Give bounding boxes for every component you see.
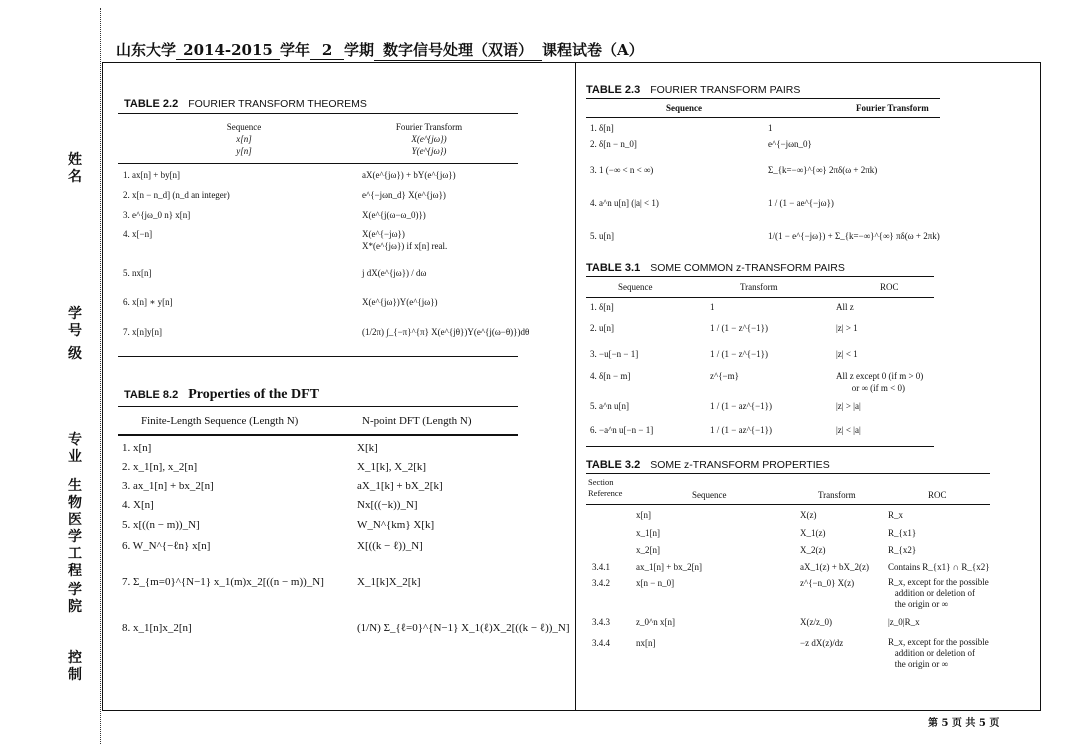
table31-top-rule xyxy=(586,276,934,277)
table82-col-dft: N-point DFT (Length N) xyxy=(362,415,472,427)
table82-row4-dft: Nx[((−k))_N] xyxy=(357,499,418,511)
sidebar-label-student-id: 学号 xyxy=(68,306,82,339)
table32-caption: TABLE 3.2 SOME z-TRANSFORM PROPERTIES xyxy=(586,459,830,471)
table31-col-seq: Sequence xyxy=(618,282,653,292)
table82-row3-seq: 3. ax_1[n] + bx_2[n] xyxy=(122,480,214,492)
table22-row3-ft: X(e^{j(ω−ω_0)}) xyxy=(362,210,426,220)
table31-col-roc: ROC xyxy=(880,282,899,292)
table22-head-rule xyxy=(118,163,518,164)
table32-row4-roc: Contains R_{x1} ∩ R_{x2} xyxy=(888,562,990,572)
table22-row1-seq: 1. ax[n] + by[n] xyxy=(123,170,181,180)
table32-row7-tr: −z dX(z)/dz xyxy=(800,638,844,648)
table31-row6-roc: |z| < |a| xyxy=(836,425,861,435)
table32-row1-roc: R_x xyxy=(888,510,904,520)
header-term: 2 xyxy=(310,41,344,60)
table32-row7-roc: R_x, except for the possible addition or deletion of the origin or ∞ xyxy=(888,637,989,669)
header-university: 山东大学 xyxy=(116,41,177,59)
table31-row1-tr: 1 xyxy=(710,302,715,312)
table23-row5-ft: 1/(1 − e^{−jω}) + Σ_{k=−∞}^{∞} πδ(ω + 2πk) xyxy=(768,231,940,241)
page-footer: 第 5 页 共 5 页 xyxy=(928,718,1000,729)
table31-row4-seq: 4. δ[n − m] xyxy=(590,371,631,381)
table23-row3-seq: 3. 1 (−∞ < n < ∞) xyxy=(590,165,654,175)
sidebar-label-college: 学院 xyxy=(68,582,82,615)
table31-row5-roc: |z| > |a| xyxy=(836,401,861,411)
sidebar-value-major: 生物医学工程 xyxy=(68,478,82,579)
table82-row3-dft: aX_1[k] + bX_2[k] xyxy=(357,480,443,492)
table23-head-rule xyxy=(586,117,940,118)
table22-row3-seq: 3. e^{jω_0 n} x[n] xyxy=(123,210,191,220)
table32-col-ref: Section Reference xyxy=(588,477,623,498)
column-divider xyxy=(575,62,576,711)
table32-row3-tr: X_2(z) xyxy=(800,545,826,555)
table23-col-seq: Sequence xyxy=(666,103,702,113)
table31-row5-tr: 1 / (1 − az^{−1}) xyxy=(710,401,772,411)
table82-row4-seq: 4. X[n] xyxy=(122,499,154,511)
table23-row3-ft: Σ_{k=−∞}^{∞} 2πδ(ω + 2πk) xyxy=(768,165,878,175)
table32-row7-ref: 3.4.4 xyxy=(592,638,610,648)
header-course: 数字信号处理（双语） xyxy=(374,39,542,61)
table31-row5-seq: 5. a^n u[n] xyxy=(590,401,629,411)
header-years: 2014-2015 xyxy=(176,41,280,60)
table82-row7-seq: 7. Σ_{m=0}^{N−1} x_1(m)x_2[((n − m))_N] xyxy=(122,576,324,588)
header-paper: 课程试卷（A） xyxy=(542,41,644,59)
table23-row4-seq: 4. a^n u[n] (|a| < 1) xyxy=(590,198,659,208)
table23-top-rule xyxy=(586,98,940,99)
header-term-label: 学期 xyxy=(344,41,375,59)
table31-row2-roc: |z| > 1 xyxy=(836,323,858,333)
table31-col-transform: Transform xyxy=(740,282,778,292)
table32-row5-tr: z^{−n_0} X(z) xyxy=(800,578,855,588)
table31-head-rule xyxy=(586,297,934,298)
table32-row4-ref: 3.4.1 xyxy=(592,562,610,572)
table32-row1-tr: X(z) xyxy=(800,510,817,520)
table23-row4-ft: 1 / (1 − ae^{−jω}) xyxy=(768,198,834,208)
table22-row4-ft: X(e^{−jω}) X*(e^{jω}) if x[n] real. xyxy=(362,229,448,251)
header-year-label: 学年 xyxy=(280,41,311,59)
table82-caption: TABLE 8.2 Properties of the DFT xyxy=(124,387,319,402)
table31-row1-roc: All z xyxy=(836,302,854,312)
table23-col-ft: Fourier Transform xyxy=(856,103,929,113)
table32-row2-seq: x_1[n] xyxy=(636,528,660,538)
table32-row5-seq: x[n − n_0] xyxy=(636,578,675,588)
table82-row8-seq: 8. x_1[n]x_2[n] xyxy=(122,622,192,634)
table32-row7-seq: nx[n] xyxy=(636,638,656,648)
table32-row2-tr: X_1(z) xyxy=(800,528,826,538)
table22-col-ft: Fourier Transform X(e^{jω}) Y(e^{jω}) xyxy=(395,122,463,156)
table31-caption: TABLE 3.1 SOME COMMON z-TRANSFORM PAIRS xyxy=(586,262,845,274)
table82-row2-seq: 2. x_1[n], x_2[n] xyxy=(122,461,198,473)
table31-row3-tr: 1 / (1 − z^{−1}) xyxy=(710,349,769,359)
table31-row4-roc: All z except 0 (if m > 0) or ∞ (if m < 0) xyxy=(836,371,924,393)
table22-col-sequence: Sequence x[n] y[n] xyxy=(226,122,262,156)
table32-row3-roc: R_{x2} xyxy=(888,545,917,555)
table31-row2-seq: 2. u[n] xyxy=(590,323,614,333)
table22-row7-ft: (1/2π) ∫_{−π}^{π} X(e^{jθ})Y(e^{j(ω−θ)})dθ xyxy=(362,327,530,337)
table22-row7-seq: 7. x[n]y[n] xyxy=(123,327,162,337)
sidebar-label-major: 专业 xyxy=(68,432,82,465)
table22-top-rule xyxy=(118,113,518,114)
table82-row7-dft: X_1[k]X_2[k] xyxy=(357,576,421,588)
table23-row5-seq: 5. u[n] xyxy=(590,231,614,241)
table31-row3-seq: 3. −u[−n − 1] xyxy=(590,349,639,359)
table82-head-rule xyxy=(118,434,518,436)
table32-top-rule xyxy=(586,473,990,474)
table82-col-seq: Finite-Length Sequence (Length N) xyxy=(141,415,299,427)
table22-row6-ft: X(e^{jω})Y(e^{jω}) xyxy=(362,297,438,307)
exam-header xyxy=(116,39,644,61)
binding-margin-line xyxy=(100,8,101,744)
table82-row6-seq: 6. W_N^{−ℓn} x[n] xyxy=(122,540,211,552)
table82-row8-dft: (1/N) Σ_{ℓ=0}^{N−1} X_1(ℓ)X_2[((k − ℓ))_N] xyxy=(357,622,570,634)
table32-row6-tr: X(z/z_0) xyxy=(800,617,832,627)
table31-row4-tr: z^{−m} xyxy=(710,371,739,381)
table22-row2-ft: e^{−jωn_d} X(e^{jω}) xyxy=(362,190,446,200)
table22-row1-ft: aX(e^{jω}) + bY(e^{jω}) xyxy=(362,170,456,180)
table23-row1-ft: 1 xyxy=(768,123,773,133)
table82-row5-seq: 5. x[((n − m))_N] xyxy=(122,519,200,531)
table22-row5-seq: 5. nx[n] xyxy=(123,268,152,278)
table32-row2-roc: R_{x1} xyxy=(888,528,917,538)
table82-row6-dft: X[((k − ℓ))_N] xyxy=(357,540,423,552)
table32-col-transform: Transform xyxy=(818,490,856,500)
table22-caption: TABLE 2.2 FOURIER TRANSFORM THEOREMS xyxy=(124,98,367,110)
table23-row2-ft: e^{−jωn_0} xyxy=(768,139,812,149)
table32-row1-seq: x[n] xyxy=(636,510,651,520)
table82-row1-seq: 1. x[n] xyxy=(122,442,152,454)
table23-caption: TABLE 2.3 FOURIER TRANSFORM PAIRS xyxy=(586,84,801,96)
table22-row6-seq: 6. x[n] ∗ y[n] xyxy=(123,297,173,307)
sidebar-value-college: 控制 xyxy=(68,650,82,683)
table82-row2-dft: X_1[k], X_2[k] xyxy=(357,461,427,473)
table23-row1-seq: 1. δ[n] xyxy=(590,123,614,133)
table31-row6-tr: 1 / (1 − az^{−1}) xyxy=(710,425,772,435)
table82-row1-dft: X[k] xyxy=(357,442,378,454)
table82-top-rule xyxy=(118,406,518,407)
table31-row6-seq: 6. −a^n u[−n − 1] xyxy=(590,425,654,435)
table32-row5-roc: R_x, except for the possible addition or deletion of the origin or ∞ xyxy=(888,577,989,609)
table32-row4-tr: aX_1(z) + bX_2(z) xyxy=(800,562,870,572)
table31-row1-seq: 1. δ[n] xyxy=(590,302,614,312)
sidebar-label-grade: 级 xyxy=(68,346,82,362)
table32-row6-ref: 3.4.3 xyxy=(592,617,610,627)
table32-col-roc: ROC xyxy=(928,490,947,500)
table32-head-rule xyxy=(586,504,990,505)
table82-row5-dft: W_N^{km} X[k] xyxy=(357,519,435,531)
table31-bottom-rule xyxy=(586,446,934,447)
table32-row5-ref: 3.4.2 xyxy=(592,578,610,588)
table32-row4-seq: ax_1[n] + bx_2[n] xyxy=(636,562,703,572)
table22-row2-seq: 2. x[n − n_d] (n_d an integer) xyxy=(123,190,230,200)
table32-col-seq: Sequence xyxy=(692,490,727,500)
table32-row3-seq: x_2[n] xyxy=(636,545,660,555)
table23-row2-seq: 2. δ[n − n_0] xyxy=(590,139,637,149)
sidebar-label-name: 姓名 xyxy=(68,152,82,185)
table22-row5-ft: j dX(e^{jω}) / dω xyxy=(362,268,427,278)
table31-row3-roc: |z| < 1 xyxy=(836,349,858,359)
table22-row4-seq: 4. x[−n] xyxy=(123,229,153,239)
table32-row6-roc: |z_0|R_x xyxy=(888,617,920,627)
table22-bottom-rule xyxy=(118,356,518,357)
table31-row2-tr: 1 / (1 − z^{−1}) xyxy=(710,323,769,333)
table32-row6-seq: z_0^n x[n] xyxy=(636,617,675,627)
